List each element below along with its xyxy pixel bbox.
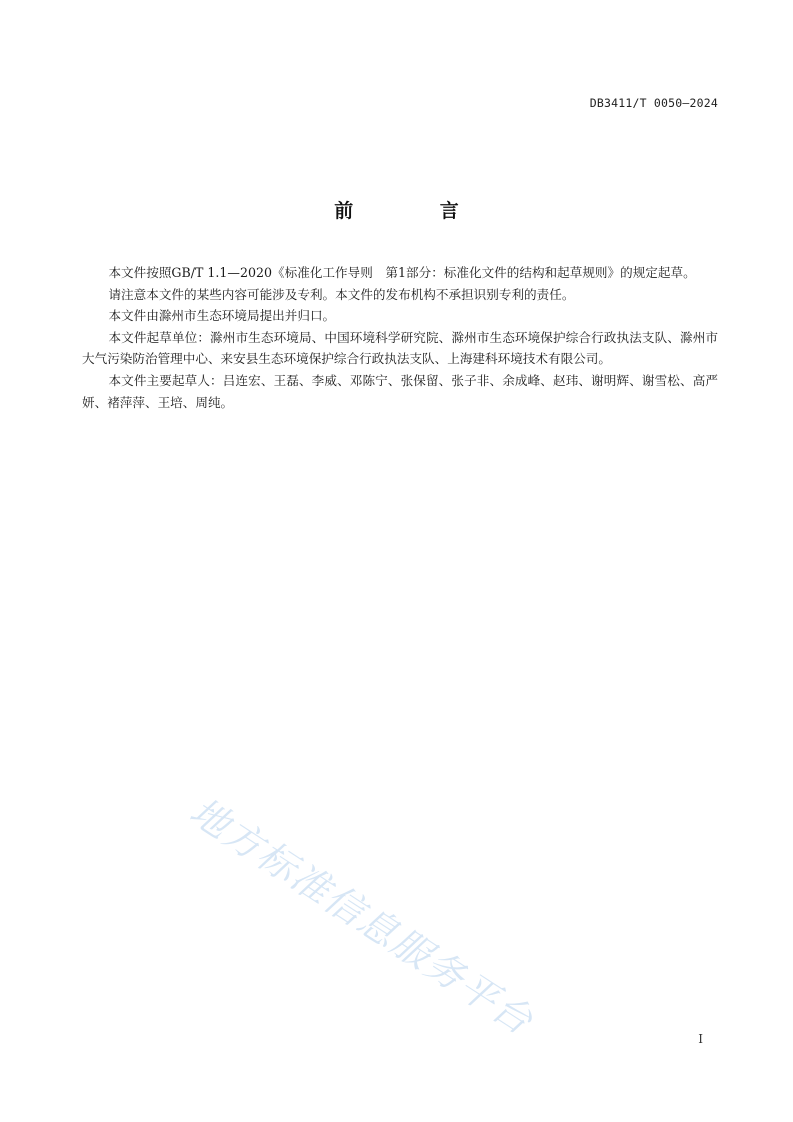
paragraph-proposer: 本文件由滁州市生态环境局提出并归口。	[108, 308, 336, 324]
page-title: 前 言	[334, 200, 499, 222]
paragraph-drafting-units: 本文件起草单位：滁州市生态环境局、中国环境科学研究院、滁州市生态环境保护综合行政执法支队、滁州市大气污染防治管理中心、来安县生态环境保护综合行政执法支队、上海建科环境技术有限公司。	[82, 329, 718, 367]
paragraph-drafting-rules: 本文件按照GB/T 1.1—2020《标准化工作导则 第1部分：标准化文件的结构和起草规则》的规定起草。	[108, 265, 696, 280]
watermark: 地方标准信息服务平台	[182, 788, 542, 1044]
paragraph-patent-notice: 请注意本文件的某些内容可能涉及专利。本文件的发布机构不承担识别专利的责任。	[108, 286, 575, 302]
standard-code: DB3411/T 0050—2024	[589, 96, 718, 110]
foreword-body	[82, 262, 718, 413]
paragraph-drafters: 本文件主要起草人：吕连宏、王磊、李威、邓陈宁、张保留、张子非、余成峰、赵玮、谢明辉、谢雪松、高严妍、褚萍萍、王培、周纯。	[82, 372, 718, 410]
page-number: I	[698, 1032, 703, 1046]
